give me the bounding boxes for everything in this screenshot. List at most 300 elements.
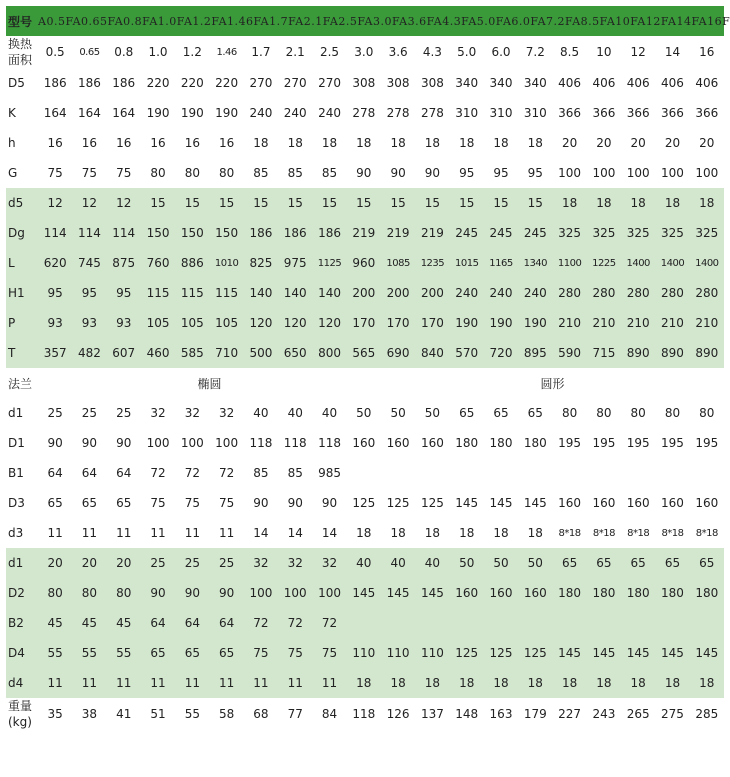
table-cell: 195 xyxy=(592,436,616,450)
row-label: d3 xyxy=(8,526,24,540)
table-cell: 1400 xyxy=(660,257,685,269)
row-label: 换热 面积 xyxy=(8,37,33,67)
table-cell: 100 xyxy=(592,166,616,180)
table-cell: 890 xyxy=(695,346,719,360)
table-cell: 68 xyxy=(253,707,269,721)
table-cell: 985 xyxy=(318,466,341,480)
table-cell: 1.46 xyxy=(216,46,237,58)
table-cell: 90 xyxy=(321,496,338,510)
table-cell: 145 xyxy=(592,646,616,660)
table-cell: 90 xyxy=(218,586,235,600)
table-cell: 40 xyxy=(424,556,441,570)
table-cell: 325 xyxy=(592,226,616,240)
row-label: h xyxy=(8,136,16,150)
table-cell: 18 xyxy=(664,676,681,690)
table-cell: 16 xyxy=(81,136,98,150)
table-cell: 11 xyxy=(47,676,63,690)
table-cell: 308 xyxy=(420,76,444,90)
table-cell: 170 xyxy=(352,316,376,330)
table-cell: 18 xyxy=(253,136,269,150)
table-cell xyxy=(655,458,689,488)
table-cell: 1085 xyxy=(386,257,410,269)
table-cell: 18 xyxy=(390,136,406,150)
table-cell: 40 xyxy=(253,406,269,420)
table-cell: 1.2 xyxy=(182,45,202,59)
spec-table xyxy=(6,6,730,730)
table-cell: 64 xyxy=(47,466,63,480)
table-cell: 164 xyxy=(43,106,67,120)
row-label: Dg xyxy=(8,226,25,240)
table-cell: 180 xyxy=(523,436,547,450)
table-cell: 565 xyxy=(352,346,376,360)
table-cell: 85 xyxy=(287,166,303,180)
table-cell: 227 xyxy=(558,707,582,721)
table-cell: 11 xyxy=(287,676,303,690)
table-cell: 186 xyxy=(249,226,273,240)
table-cell xyxy=(552,458,586,488)
table-cell: 72 xyxy=(287,616,303,630)
table-cell: 886 xyxy=(180,256,204,270)
table-row xyxy=(6,36,724,68)
table-cell: 15 xyxy=(390,196,406,210)
table-cell: 80 xyxy=(116,586,132,600)
table-cell: 11 xyxy=(150,676,166,690)
table-cell: 40 xyxy=(321,406,338,420)
table-cell: 20 xyxy=(81,556,98,570)
table-cell: 18 xyxy=(356,526,372,540)
table-cell: 1.7 xyxy=(251,45,271,59)
table-cell: 85 xyxy=(253,466,269,480)
table-cell: 93 xyxy=(81,316,98,330)
table-cell: 8*18 xyxy=(627,527,650,539)
table-cell: 310 xyxy=(455,106,479,120)
table-cell: 278 xyxy=(352,106,376,120)
table-cell: 310 xyxy=(523,106,547,120)
table-cell: 90 xyxy=(116,436,132,450)
table-cell: 100 xyxy=(695,166,719,180)
table-row xyxy=(6,128,724,158)
table-cell xyxy=(690,458,724,488)
header-label: 型号 xyxy=(8,14,33,29)
table-cell: 12 xyxy=(116,196,132,210)
table-cell: 975 xyxy=(283,256,307,270)
table-cell: 164 xyxy=(112,106,136,120)
table-cell: 190 xyxy=(523,316,547,330)
table-cell: 895 xyxy=(523,346,547,360)
table-cell: 100 xyxy=(215,436,239,450)
table-cell xyxy=(484,608,518,638)
table-cell: 180 xyxy=(695,586,719,600)
table-cell: 75 xyxy=(184,496,200,510)
row-label: K xyxy=(8,106,16,120)
table-cell: 140 xyxy=(249,286,273,300)
table-cell: 460 xyxy=(146,346,170,360)
table-cell: 186 xyxy=(283,226,307,240)
table-cell: 11 xyxy=(218,676,235,690)
table-cell: 25 xyxy=(218,556,235,570)
table-cell: 190 xyxy=(489,316,513,330)
table-row xyxy=(6,458,724,488)
table-cell: 100 xyxy=(626,166,650,180)
table-row xyxy=(6,248,724,278)
table-cell: 18 xyxy=(390,526,406,540)
table-cell: 219 xyxy=(386,226,410,240)
table-cell: 118 xyxy=(249,436,273,450)
table-cell: 100 xyxy=(283,586,307,600)
table-cell: 1010 xyxy=(214,257,239,269)
table-cell: 105 xyxy=(215,316,239,330)
table-cell: 32 xyxy=(321,556,338,570)
table-cell: 220 xyxy=(215,76,239,90)
table-cell: 93 xyxy=(116,316,132,330)
table-cell: 620 xyxy=(43,256,67,270)
table-cell: 325 xyxy=(626,226,650,240)
table-cell: 190 xyxy=(215,106,239,120)
table-cell: 500 xyxy=(249,346,273,360)
row-label: P xyxy=(8,316,16,330)
table-cell: 64 xyxy=(218,616,235,630)
row-label: d4 xyxy=(8,676,24,690)
table-cell: 85 xyxy=(253,166,269,180)
row-label: D3 xyxy=(8,496,25,510)
table-cell: 145 xyxy=(420,586,444,600)
table-cell: 32 xyxy=(287,556,303,570)
table-cell: 18 xyxy=(561,196,578,210)
table-cell: 15 xyxy=(287,196,303,210)
table-cell: 275 xyxy=(661,707,684,721)
table-cell: 18 xyxy=(493,136,509,150)
table-cell: 25 xyxy=(81,406,98,420)
table-cell: 650 xyxy=(283,346,307,360)
flange-group-oval: 椭圆 xyxy=(197,376,222,391)
header-models: A0.5FA0.65FA0.8FA1.0FA1.2FA1.46FA1.7FA2.1FA2.5FA3.0FA3.6FA4.3FA5.0FA6.0FA7.2FA8.5FA10FA12FA14FA16F xyxy=(38,14,730,28)
table-cell: 75 xyxy=(47,166,63,180)
table-cell: 180 xyxy=(558,586,582,600)
table-cell: 160 xyxy=(352,436,376,450)
table-cell: 20 xyxy=(561,136,578,150)
table-row xyxy=(6,68,724,98)
table-cell: 80 xyxy=(81,586,98,600)
table-cell: 85 xyxy=(321,166,338,180)
table-cell: 80 xyxy=(184,166,200,180)
table-cell: 1400 xyxy=(626,257,650,269)
table-cell: 84 xyxy=(321,707,338,721)
table-cell: 195 xyxy=(661,436,684,450)
table-cell: 137 xyxy=(420,707,444,721)
table-cell: 0.5 xyxy=(45,45,65,59)
table-cell: 75 xyxy=(150,496,166,510)
table-cell: 195 xyxy=(626,436,650,450)
table-cell: 64 xyxy=(81,466,98,480)
table-cell: 200 xyxy=(352,286,376,300)
table-cell: 1.0 xyxy=(148,45,168,59)
table-cell xyxy=(450,608,484,638)
table-cell: 125 xyxy=(386,496,410,510)
table-cell: 50 xyxy=(527,556,543,570)
table-cell: 1100 xyxy=(557,257,582,269)
table-cell: 245 xyxy=(489,226,513,240)
table-cell: 145 xyxy=(523,496,547,510)
table-cell: 120 xyxy=(283,316,307,330)
table-cell: 745 xyxy=(77,256,101,270)
table-cell: 240 xyxy=(249,106,273,120)
table-cell: 100 xyxy=(146,436,170,450)
table-cell: 18 xyxy=(596,196,612,210)
table-cell: 890 xyxy=(626,346,650,360)
table-cell: 55 xyxy=(47,646,63,660)
table-cell: 8.5 xyxy=(560,45,580,59)
table-cell: 18 xyxy=(356,136,372,150)
table-cell: 50 xyxy=(390,406,406,420)
table-cell: 145 xyxy=(386,586,410,600)
table-cell: 145 xyxy=(352,586,376,600)
table-cell: 90 xyxy=(81,436,98,450)
table-cell: 11 xyxy=(116,526,132,540)
table-cell: 160 xyxy=(455,586,479,600)
table-cell: 1400 xyxy=(695,257,719,269)
table-cell: 240 xyxy=(455,286,479,300)
table-cell xyxy=(381,608,415,638)
table-cell: 18 xyxy=(561,676,578,690)
row-label: D1 xyxy=(8,436,25,450)
table-cell: 145 xyxy=(626,646,650,660)
table-cell: 14 xyxy=(287,526,303,540)
table-cell xyxy=(518,458,552,488)
table-cell: 100 xyxy=(661,166,684,180)
table-cell: 25 xyxy=(150,556,166,570)
table-cell: 10 xyxy=(596,45,612,59)
table-cell: 715 xyxy=(592,346,616,360)
table-cell: 160 xyxy=(661,496,684,510)
table-cell: 270 xyxy=(249,76,273,90)
table-cell: 11 xyxy=(184,676,200,690)
table-cell: 32 xyxy=(150,406,166,420)
table-cell: 90 xyxy=(184,586,200,600)
table-cell: 186 xyxy=(112,76,136,90)
table-cell: 18 xyxy=(459,526,475,540)
table-cell: 65 xyxy=(47,496,63,510)
table-cell: 16 xyxy=(184,136,200,150)
table-row xyxy=(6,368,724,398)
table-cell: 32 xyxy=(184,406,200,420)
table-cell: 125 xyxy=(352,496,376,510)
table-cell: 14 xyxy=(253,526,269,540)
table-cell: 125 xyxy=(420,496,444,510)
table-cell xyxy=(552,608,586,638)
table-cell: 220 xyxy=(180,76,204,90)
row-label: D5 xyxy=(8,76,25,90)
table-row xyxy=(6,428,724,458)
table-cell: 180 xyxy=(661,586,684,600)
table-cell: 93 xyxy=(47,316,63,330)
table-cell: 72 xyxy=(321,616,338,630)
table-row xyxy=(6,488,724,518)
table-cell: 18 xyxy=(424,526,441,540)
table-cell: 50 xyxy=(356,406,372,420)
table-cell: 145 xyxy=(695,646,719,660)
table-cell: 11 xyxy=(47,526,63,540)
table-cell: 126 xyxy=(386,707,410,721)
table-cell: 366 xyxy=(626,106,650,120)
table-cell: 90 xyxy=(287,496,303,510)
table-cell: 90 xyxy=(424,166,441,180)
table-cell: 280 xyxy=(592,286,616,300)
table-cell: 607 xyxy=(112,346,136,360)
table-cell: 105 xyxy=(146,316,170,330)
row-label: B1 xyxy=(8,466,24,480)
table-cell: 95 xyxy=(527,166,543,180)
table-cell: 65 xyxy=(150,646,166,660)
table-cell: 220 xyxy=(146,76,170,90)
table-cell: 20 xyxy=(47,556,63,570)
table-cell: 12 xyxy=(630,45,646,59)
table-cell: 85 xyxy=(287,466,303,480)
table-cell: 18 xyxy=(527,676,543,690)
table-cell: 11 xyxy=(321,676,338,690)
row-label: 重量 (kg) xyxy=(8,699,33,729)
table-cell: 120 xyxy=(249,316,273,330)
table-cell: 308 xyxy=(352,76,376,90)
row-label: d5 xyxy=(8,196,24,210)
table-cell: 12 xyxy=(81,196,98,210)
table-cell: 40 xyxy=(390,556,406,570)
table-cell: 65 xyxy=(561,556,578,570)
table-cell: 160 xyxy=(420,436,444,450)
table-cell: 160 xyxy=(386,436,410,450)
table-cell: 40 xyxy=(287,406,303,420)
table-cell: 72 xyxy=(218,466,235,480)
table-cell: 270 xyxy=(318,76,341,90)
table-cell: 160 xyxy=(489,586,513,600)
table-cell: 590 xyxy=(558,346,582,360)
table-cell: 95 xyxy=(47,286,63,300)
row-label: 法兰 xyxy=(8,376,33,391)
table-cell: 20 xyxy=(664,136,681,150)
table-cell: 80 xyxy=(150,166,166,180)
table-cell: 1015 xyxy=(454,257,479,269)
table-cell: 45 xyxy=(116,616,132,630)
table-cell: 180 xyxy=(626,586,650,600)
table-cell: 118 xyxy=(318,436,341,450)
table-cell: 55 xyxy=(116,646,132,660)
table-cell xyxy=(690,608,724,638)
table-cell: 115 xyxy=(180,286,204,300)
table-cell: 90 xyxy=(356,166,372,180)
table-row xyxy=(6,188,724,218)
table-cell: 35 xyxy=(47,707,63,721)
table-row xyxy=(6,668,724,698)
table-cell: 95 xyxy=(459,166,475,180)
table-cell: 65 xyxy=(459,406,475,420)
table-cell: 55 xyxy=(184,707,200,721)
table-row xyxy=(6,548,724,578)
table-cell: 710 xyxy=(215,346,239,360)
table-cell: 1225 xyxy=(592,257,616,269)
table-cell: 585 xyxy=(180,346,204,360)
table-cell: 64 xyxy=(150,616,166,630)
table-cell: 18 xyxy=(459,676,475,690)
table-cell: 64 xyxy=(116,466,132,480)
table-cell: 11 xyxy=(184,526,200,540)
table-cell: 406 xyxy=(626,76,650,90)
table-cell: 15 xyxy=(424,196,441,210)
table-cell: 51 xyxy=(150,707,166,721)
table-cell: 72 xyxy=(253,616,269,630)
table-row xyxy=(6,98,724,128)
table-cell: 760 xyxy=(146,256,170,270)
table-cell: 16 xyxy=(47,136,63,150)
table-cell: 280 xyxy=(626,286,650,300)
table-cell: 200 xyxy=(420,286,444,300)
table-cell: 16 xyxy=(699,45,715,59)
table-cell: 890 xyxy=(661,346,684,360)
table-cell: 0.65 xyxy=(79,46,100,58)
table-cell: 72 xyxy=(184,466,200,480)
table-cell: 75 xyxy=(321,646,338,660)
table-cell: 118 xyxy=(352,707,376,721)
table-row xyxy=(6,578,724,608)
table-cell: 65 xyxy=(116,496,132,510)
table-cell: 186 xyxy=(43,76,67,90)
table-cell: 65 xyxy=(493,406,509,420)
table-cell: 270 xyxy=(283,76,307,90)
table-cell: 65 xyxy=(664,556,681,570)
table-cell: 140 xyxy=(318,286,341,300)
table-cell: 11 xyxy=(81,526,98,540)
table-cell: 482 xyxy=(77,346,101,360)
table-row xyxy=(6,158,724,188)
table-cell: 15 xyxy=(150,196,166,210)
table-cell: 210 xyxy=(558,316,582,330)
table-cell: 16 xyxy=(218,136,235,150)
table-row xyxy=(6,398,724,428)
table-row xyxy=(6,308,724,338)
table-cell: 16 xyxy=(116,136,132,150)
table-cell: 18 xyxy=(527,526,543,540)
table-cell xyxy=(450,458,484,488)
row-label: G xyxy=(8,166,18,180)
table-cell: 8*18 xyxy=(695,527,718,539)
table-cell: 55 xyxy=(81,646,98,660)
flange-group-round: 圆形 xyxy=(540,376,565,391)
table-cell: 265 xyxy=(626,707,650,721)
table-cell: 160 xyxy=(592,496,616,510)
table-cell: 75 xyxy=(81,166,98,180)
table-cell: 90 xyxy=(253,496,269,510)
table-cell: 100 xyxy=(180,436,204,450)
row-label: T xyxy=(8,346,16,360)
table-cell: 100 xyxy=(318,586,341,600)
table-cell: 15 xyxy=(356,196,372,210)
table-cell: 180 xyxy=(592,586,616,600)
table-cell: 15 xyxy=(218,196,235,210)
table-cell: 100 xyxy=(558,166,582,180)
table-cell: 180 xyxy=(455,436,479,450)
table-cell: 280 xyxy=(558,286,582,300)
table-cell: 1165 xyxy=(489,257,513,269)
table-cell: 11 xyxy=(218,526,235,540)
table-cell: 11 xyxy=(81,676,98,690)
table-cell: 80 xyxy=(218,166,235,180)
table-cell: 195 xyxy=(558,436,582,450)
table-cell: 16 xyxy=(150,136,166,150)
table-cell: 40 xyxy=(356,556,372,570)
table-cell: 15 xyxy=(527,196,543,210)
table-cell: 325 xyxy=(695,226,719,240)
table-cell: 245 xyxy=(455,226,479,240)
table-cell: 50 xyxy=(459,556,475,570)
table-cell: 80 xyxy=(699,406,715,420)
